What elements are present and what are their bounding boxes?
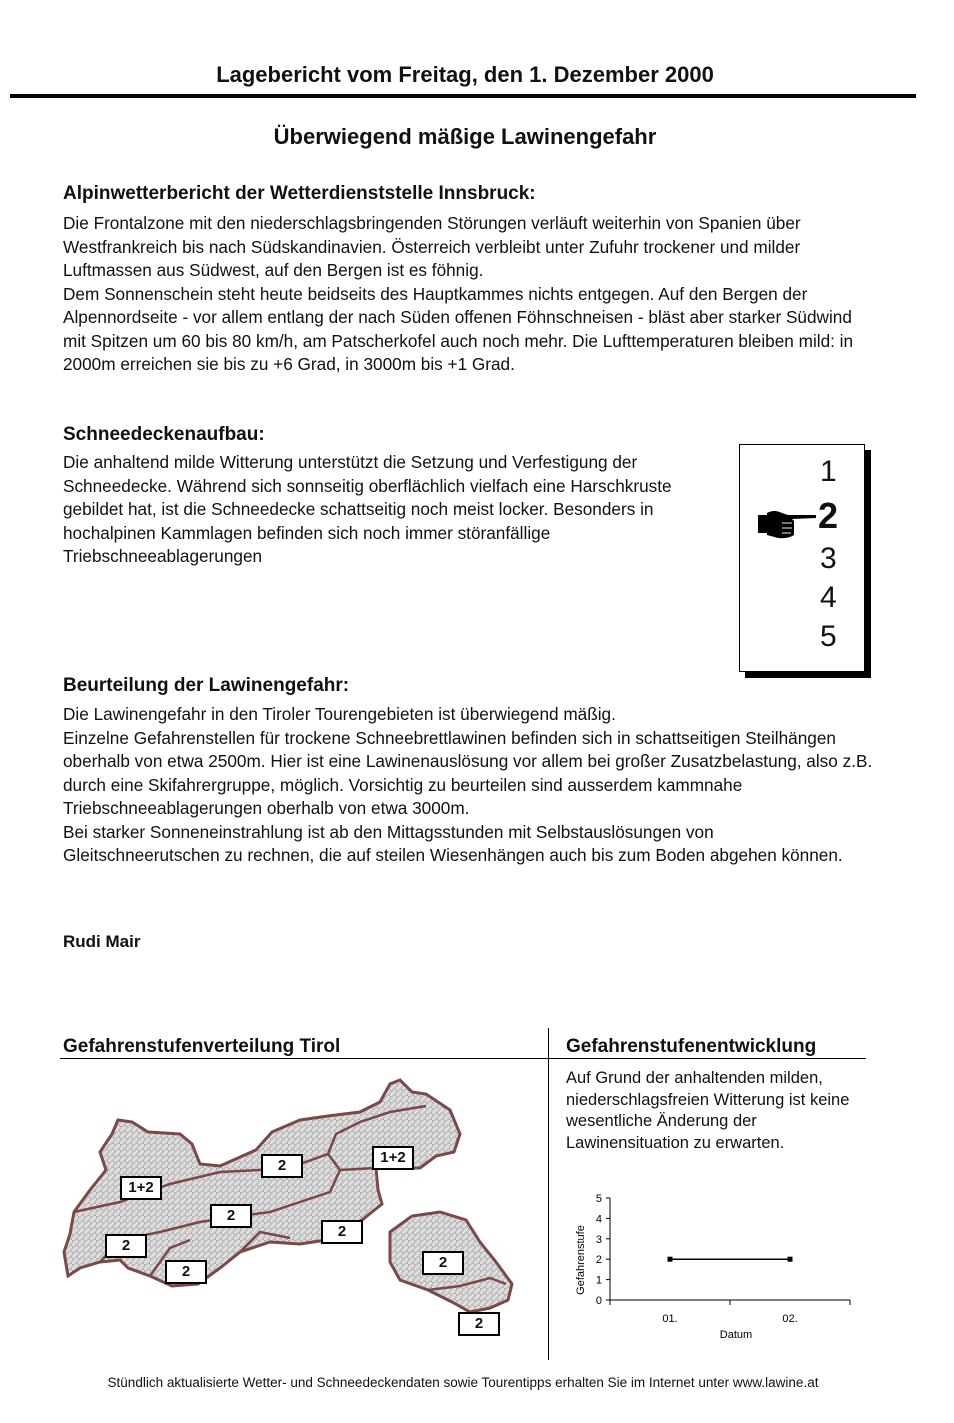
report-title: Lagebericht vom Freitag, den 1. Dezember 2000 [216,62,714,87]
x-tick-label: 02. [782,1313,798,1325]
assessment-text [63,703,873,868]
region-level-label: 2 [165,1260,207,1284]
distribution-heading: Gefahrenstufenverteilung Tirol [63,1036,341,1057]
tyrol-map-shape [60,1072,530,1352]
snowpack-paragraph: Die anhaltend milde Witterung unterstützt die Setzung und Verfestigung der Schneedecke. Während sich sonnseitig oberflächlich vielfach eine Harschkruste gebildet hat, ist die Schneedecke schattseitig noch meist locker. Besonders in hochalpinen Kammlagen befinden sich noch immer störanfällige Triebschneeablagerungen [63,452,672,566]
x-axis-label: Datum [719,1329,753,1341]
region-level-label: 2 [422,1251,464,1275]
title-divider [10,94,916,98]
weather-text [63,212,873,377]
y-tick-label: 3 [595,1233,602,1246]
assessment-heading: Beurteilung der Lawinengefahr: [63,675,350,696]
danger-scale [739,444,865,672]
snowpack-text [63,451,703,569]
author: Rudi Mair [63,932,141,951]
footer-note: Stündlich aktualisierte Wetter- und Schneedeckendaten sowie Tourentipps erhalten Sie im Internet unter www.lawine.at [107,1375,819,1390]
x-tick-label: 01. [662,1313,678,1325]
y-tick-label: 1 [595,1274,602,1287]
tyrol-danger-map [60,1072,530,1352]
section-rule [60,1058,866,1059]
danger-level-5: 5 [820,620,837,653]
region-level-label: 2 [105,1234,147,1258]
danger-level-3: 3 [820,542,837,575]
y-axis-label: Gefahrenstufe [575,1225,587,1295]
danger-level-2-active: 2 [818,495,839,536]
development-text: Auf Grund der anhaltenden milden, niederschlagsfreien Witterung ist keine wesentliche Änderung der Lawinensituation zu erwarten. [566,1069,850,1152]
danger-level-1: 1 [820,455,837,488]
region-level-label: 1+2 [120,1176,162,1200]
weather-paragraph: Die Frontalzone mit den niederschlagsbringenden Störungen verläuft weiterhin von Spanien über Westfrankreich bis nach Südskandinavien. Österreich verbleibt unter Zufuhr trockener und milder Luftmassen aus Südwest, auf den Bergen ist es föhnig. [63,213,801,280]
weather-heading: Alpinwetterbericht der Wetterdienststelle Innsbruck: [63,183,536,204]
data-point [788,1257,793,1262]
column-divider [548,1028,549,1360]
weather-paragraph: Dem Sonnenschein steht heute beidseits des Hauptkammes nichts entgegen. Auf den Bergen der Alpennordseite - vor allem entlang der nach Süden offenen Föhnschneisen - bläst aber starker Südwind mit Spitzen um 60 bis 80 km/h, am Patscherkofel auch noch mehr. Die Lufttemperaturen bleiben mild: in 2000m erreichen sie bis zu +6 Grad, in 3000m bis +1 Grad. [63,283,854,374]
region-level-label: 2 [458,1312,500,1336]
assessment-paragraph: Die Lawinengefahr in den Tiroler Tourengebieten ist überwiegend mäßig. [63,704,616,724]
headline: Überwiegend mäßige Lawinengefahr [273,124,657,149]
region-level-label: 2 [210,1204,252,1228]
y-tick-label: 5 [595,1193,602,1205]
pointing-hand-icon [758,507,820,541]
region-level-label: 1+2 [372,1146,414,1170]
snowpack-heading: Schneedeckenaufbau: [63,424,265,445]
development-heading: Gefahrenstufenentwicklung [566,1036,817,1057]
y-tick-label: 0 [595,1295,602,1307]
danger-trend-chart [560,1180,860,1350]
data-point [668,1257,673,1262]
y-tick-label: 4 [595,1213,602,1226]
assessment-paragraph: Bei starker Sonneneinstrahlung ist ab den Mittagsstunden mit Selbstauslösungen von Gleitschneerutschen zu rechnen, die auf steilen Wiesenhängen auch bis zum Boden abgehen können. [63,821,843,865]
region-level-label: 2 [261,1154,303,1178]
region-level-label: 2 [321,1220,363,1244]
assessment-paragraph: Einzelne Gefahrenstellen für trockene Schneebrettlawinen befinden sich in schattseitigen Steilhängen oberhalb von etwa 2500m. Hier ist eine Lawinenauslösung vor allem bei großer Zusatzbelastung, also z.B. durch eine Skifahrergruppe, möglich. Vorsichtig zu beurteilen sind ausserdem kammnahe Triebschneeablagerungen oberhalb von etwa 3000m. [63,727,873,818]
danger-level-4: 4 [820,581,837,614]
y-tick-label: 2 [595,1254,602,1267]
